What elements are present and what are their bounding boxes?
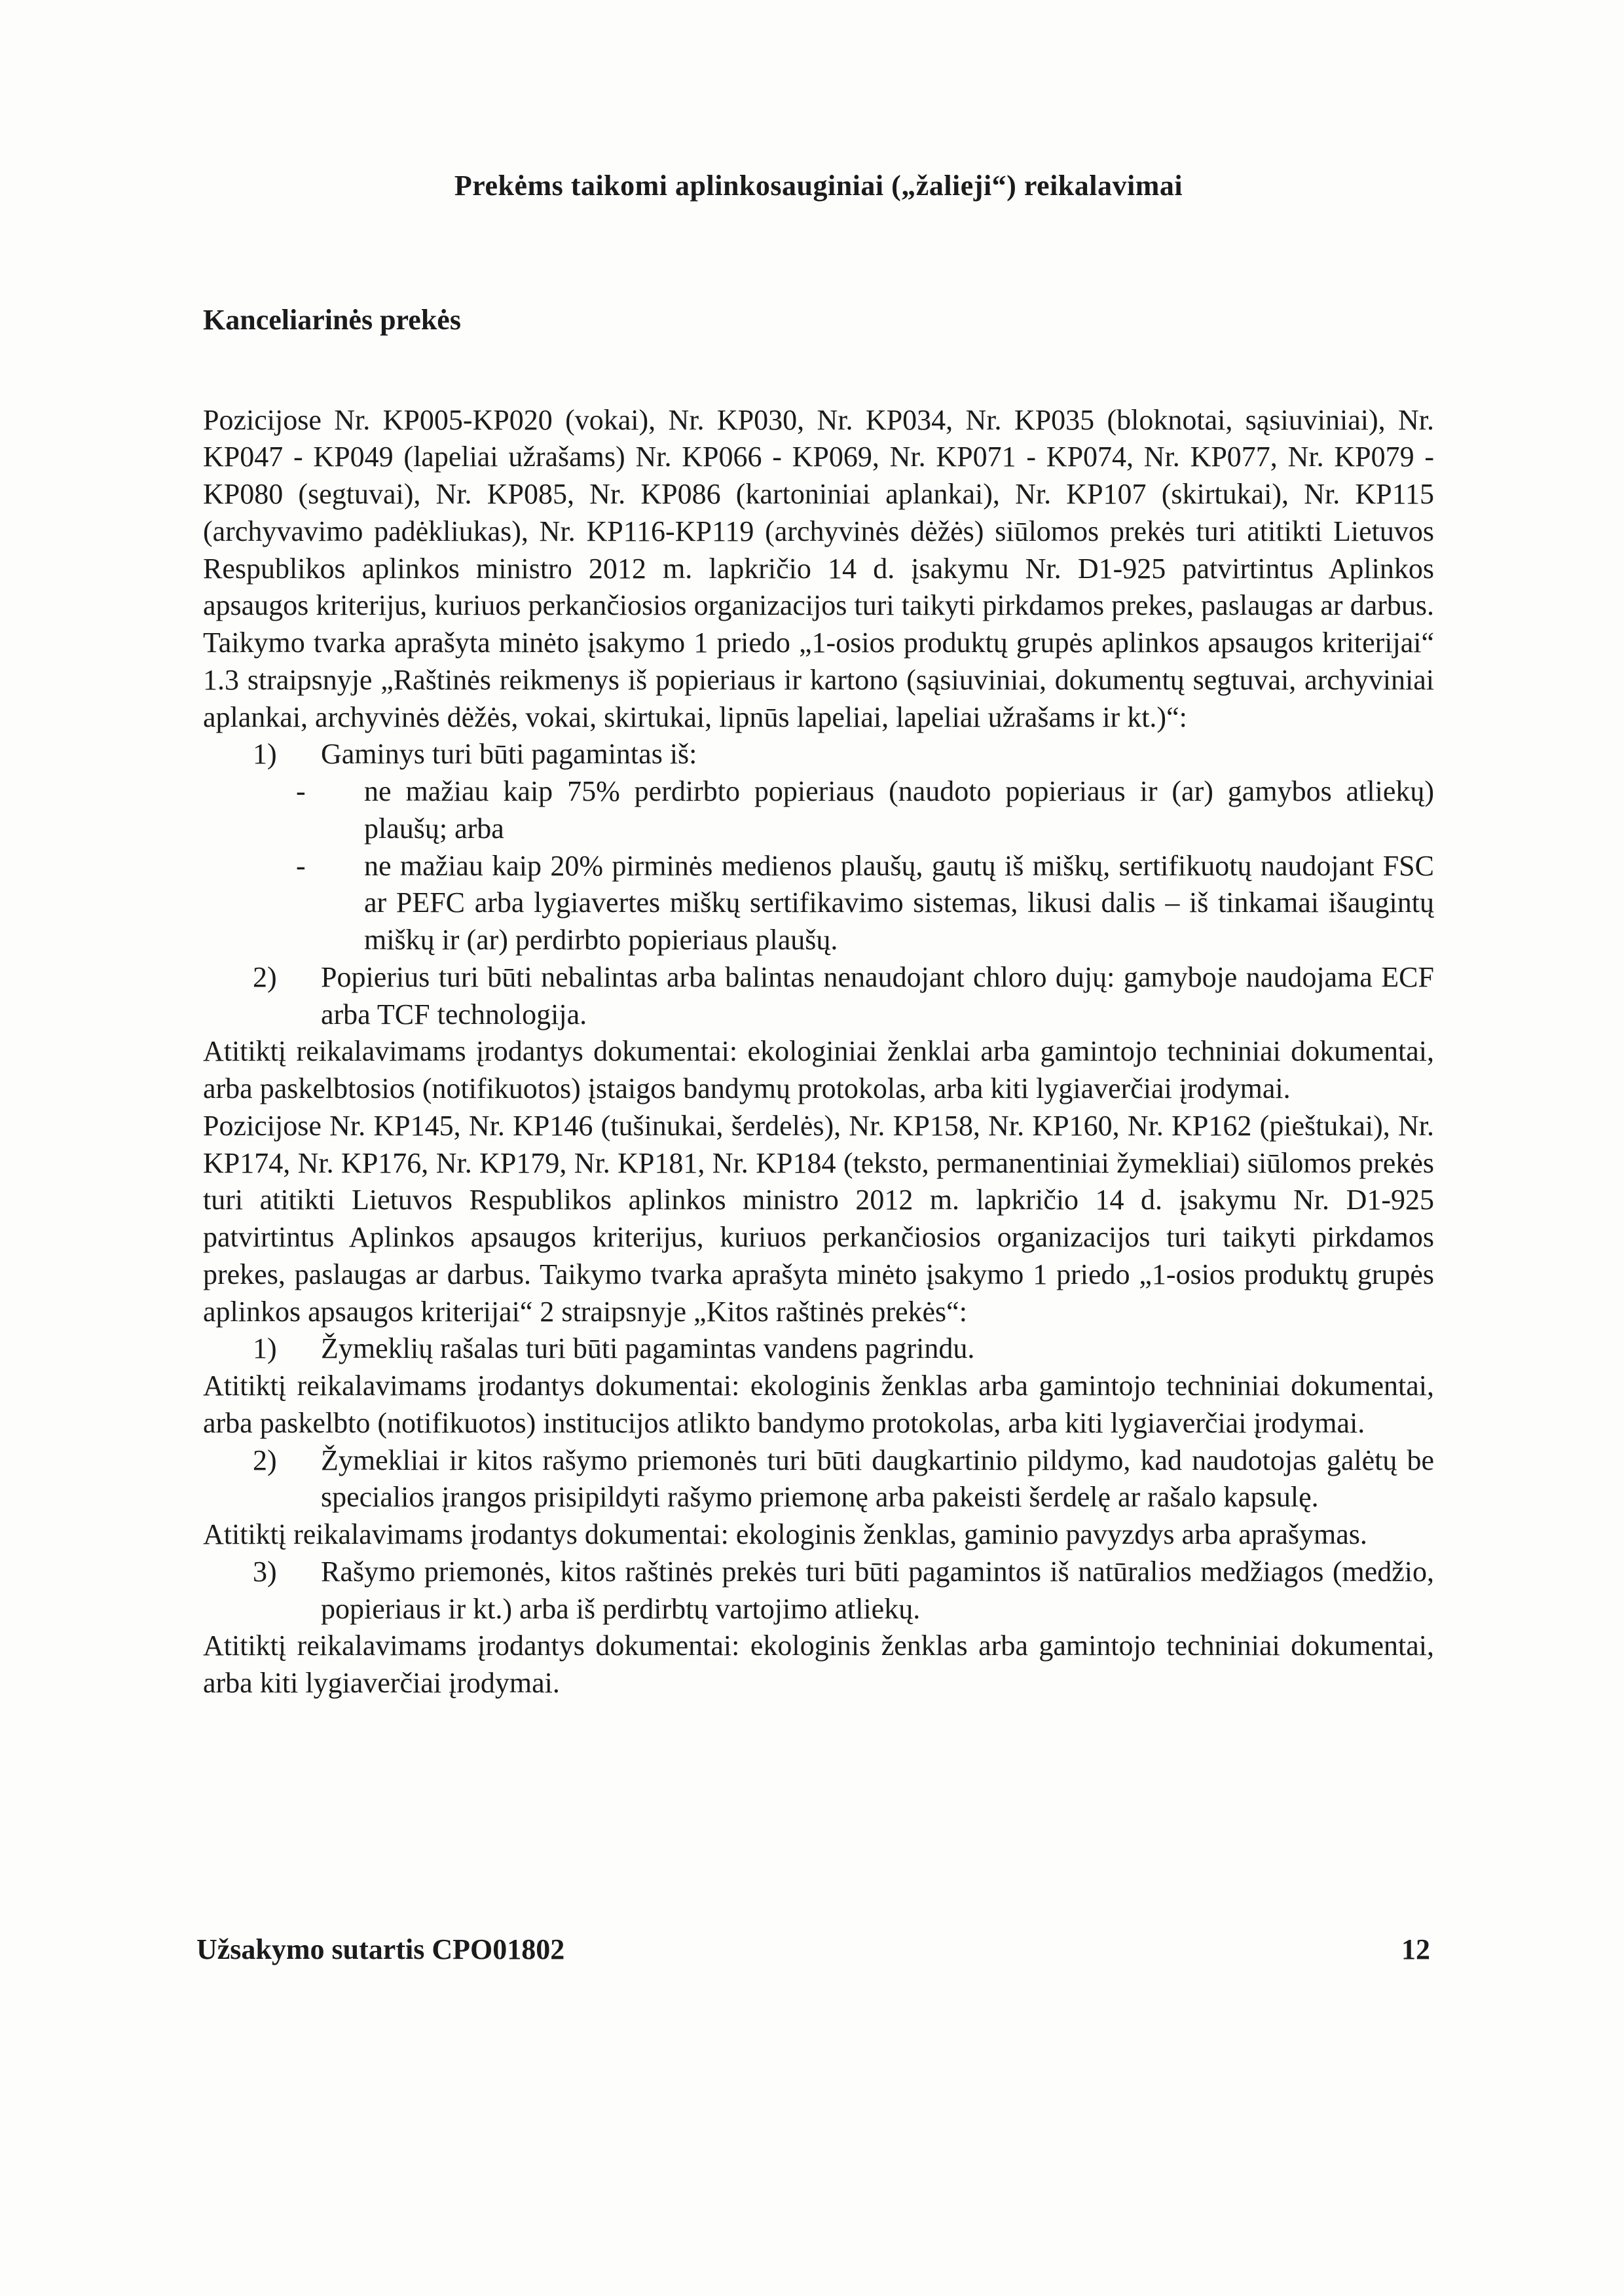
dash-item-recycled-75 bbox=[203, 773, 1434, 848]
paragraph-compliance-docs-1: Atitiktį reikalavimams įrodantys dokumentai: ekologiniai ženklai arba gamintojo techniniai dokumentai, arba paskelbtosios (notifikuotos) įstaigos bandymų protokolas, arba kiti lygiaverčiai įrodymai. bbox=[203, 1035, 1434, 1104]
paragraph-compliance-docs-3: Atitiktį reikalavimams įrodantys dokumentai: ekologinis ženklas, gaminio pavyzdys arba aprašymas. bbox=[203, 1518, 1367, 1550]
list-item-text: Rašymo priemonės, kitos raštinės prekės turi būti pagamintos iš natūralios medžiagos (medžio, popieriaus ir kt.) arba iš perdirbtų vartojimo atliekų. bbox=[321, 1555, 1434, 1625]
paragraph-positions-kp005: Pozicijose Nr. KP005-KP020 (vokai), Nr. KP030, Nr. KP034, Nr. KP035 (bloknotai, sąsiuviniai), Nr. KP047 - KP049 (lapeliai užrašams) Nr. KP066 - KP069, Nr. KP071 - KP074, Nr. KP077, Nr. KP079 - KP080 (segtuvai), Nr. KP085, Nr. KP086 (kartoniniai aplankai), Nr. KP107 (skirtukai), Nr. KP115 (archyvavimo padėkliukas), Nr. KP116-KP119 (archyvinės dėžės) siūlomos prekės turi atitikti Lietuvos Respublikos aplinkos ministro 2012 m. lapkričio 14 d. įsakymu Nr. D1-925 patvirtintus Aplinkos apsaugos kriterijus, kuriuos perkančiosios organizacijos turi taikyti pirkdamos prekes, paslaugas ar darbus. Taikymo tvarka aprašyta minėto įsakymo 1 priedo „1-osios produktų grupės aplinkos apsaugos kriterijai“ 1.3 straipsnyje „Raštinės reikmenys iš popieriaus ir kartono (sąsiuviniai, dokumentų segtuvai, archyviniai aplankai, archyvinės dėžės, vokai, skirtukai, lipnūs lapeliai, lapeliai užrašams ir kt.)“: bbox=[203, 403, 1434, 733]
page-number: 12 bbox=[1401, 1933, 1430, 1965]
numbered-item-ink bbox=[203, 1330, 1434, 1368]
list-number: 1) bbox=[253, 1332, 277, 1365]
paragraph-compliance-docs-2: Atitiktį reikalavimams įrodantys dokumentai: ekologinis ženklas arba gamintojo techniniai dokumentai, arba paskelbto (notifikuotos) institucijos atlikto bandymo protokolas, arba kiti lygiaverčiai įrodymai. bbox=[203, 1370, 1434, 1439]
document-content bbox=[203, 168, 1434, 1702]
list-item-text: Žymekliai ir kitos rašymo priemonės turi būti daugkartinio pildymo, kad naudotojas galėtų be specialios įrangos prisipildyti rašymo priemonę arba pakeisti šerdelę ar rašalo kapsulę. bbox=[321, 1444, 1434, 1514]
dash-item-virgin-20 bbox=[203, 848, 1434, 959]
list-number: 1) bbox=[253, 738, 277, 771]
list-number: 2) bbox=[253, 960, 277, 993]
list-item-text: ne mažiau kaip 75% perdirbto popieriaus (naudoto popieriaus ir (ar) gamybos atliekų) plaušų; arba bbox=[364, 775, 1434, 845]
list-item-text: ne mažiau kaip 20% pirminės medienos plaušų, gautų iš miškų, sertifikuotų naudojant FSC ar PEFC arba lygiavertes miškų sertifikavimo sistemas, likusi dalis – iš tinkamai išaugintų miškų ir (ar) perdirbto popieriaus plaušų. bbox=[364, 849, 1434, 956]
list-item-text: Popierius turi būti nebalintas arba balintas nenaudojant chloro dujų: gamyboje naudojama ECF arba TCF technologija. bbox=[321, 960, 1434, 1030]
list-item-text: Žymeklių rašalas turi būti pagamintas vandens pagrindu. bbox=[321, 1332, 975, 1365]
paragraph-positions-kp145: Pozicijose Nr. KP145, Nr. KP146 (tušinukai, šerdelės), Nr. KP158, Nr. KP160, Nr. KP162 (pieštukai), Nr. KP174, Nr. KP176, Nr. KP179, Nr. KP181, Nr. KP184 (teksto, permanentiniai žymekliai) siūlomos prekės turi atitikti Lietuvos Respublikos aplinkos ministro 2012 m. lapkričio 14 d. įsakymu Nr. D1-925 patvirtintus Aplinkos apsaugos kriterijus, kuriuos perkančiosios organizacijos turi taikyti pirkdamos prekes, paslaugas ar darbus. Taikymo tvarka aprašyta minėto įsakymo 1 priedo „1-osios produktų grupės aplinkos apsaugos kriterijai“ 2 straipsnyje „Kitos raštinės prekės“: bbox=[203, 1109, 1434, 1328]
dash-marker: - bbox=[296, 849, 306, 882]
numbered-item-1 bbox=[203, 736, 1434, 773]
paragraph-compliance-docs-4: Atitiktį reikalavimams įrodantys dokumentai: ekologinis ženklas arba gamintojo techniniai dokumentai, arba kiti lygiaverčiai įrodymai. bbox=[203, 1630, 1434, 1699]
page-footer bbox=[196, 1931, 1430, 1969]
section-heading: Kanceliarinės prekės bbox=[203, 303, 461, 336]
numbered-item-refillable bbox=[203, 1442, 1434, 1517]
document-title: Prekėms taikomi aplinkosauginiai („žalieji“) reikalavimai bbox=[454, 170, 1183, 202]
list-number: 2) bbox=[253, 1444, 277, 1476]
list-number: 3) bbox=[253, 1555, 277, 1588]
document-body bbox=[203, 402, 1434, 1702]
dash-marker: - bbox=[296, 775, 306, 807]
numbered-item-natural-materials bbox=[203, 1554, 1434, 1628]
contract-label: Užsakymo sutartis CPO01802 bbox=[196, 1933, 565, 1965]
numbered-item-2 bbox=[203, 959, 1434, 1034]
list-item-text: Gaminys turi būti pagamintas iš: bbox=[321, 738, 697, 771]
